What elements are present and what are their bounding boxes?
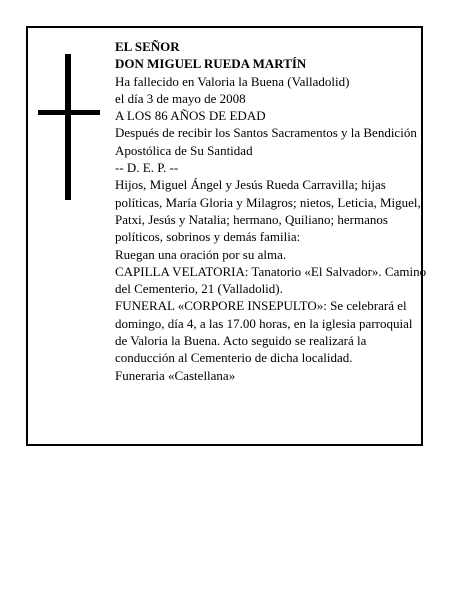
cross-icon bbox=[38, 54, 100, 200]
sacraments-text: Después de recibir los Santos Sacramentos y la Bendición Apostólica de Su Santidad bbox=[115, 125, 417, 158]
funeral-text: FUNERAL «CORPORE INSEPULTO»: Se celebrará el domingo, día 4, a las 17.00 horas, en la iglesia parroquial de Valoria la Buena. Acto seguido se realizará la conducción al Cementerio de dicha localidad. bbox=[115, 298, 413, 366]
death-place: Ha fallecido en Valoria la Buena (Valladolid) bbox=[115, 73, 350, 89]
heading-title: EL SEÑOR bbox=[115, 39, 180, 54]
rip-text: -- D. E. P. -- bbox=[115, 160, 179, 176]
funeral-home: Funeraria «Castellana» bbox=[115, 367, 236, 383]
notice-body bbox=[115, 38, 427, 384]
prayer-request: Ruegan una oración por su alma. bbox=[115, 246, 287, 262]
obituary-notice bbox=[26, 26, 427, 446]
wake-chapel-text: CAPILLA VELATORIA: Tanatorio «El Salvador». Camino del Cementerio, 21 (Valladolid). bbox=[115, 263, 427, 297]
age-at-death: A LOS 86 AÑOS DE EDAD bbox=[115, 108, 266, 124]
death-date: el día 3 de mayo de 2008 bbox=[115, 90, 246, 106]
deceased-name: DON MIGUEL RUEDA MARTÍN bbox=[115, 56, 307, 72]
family-text: Hijos, Miguel Ángel y Jesús Rueda Carravilla; hijas políticas, María Gloria y Milagros; nietos, Leticia, Miguel, Patxi, Jesús y Natalia; hermano, Quiliano; hermanos políticos, sobrinos y demás familia: bbox=[115, 177, 421, 245]
